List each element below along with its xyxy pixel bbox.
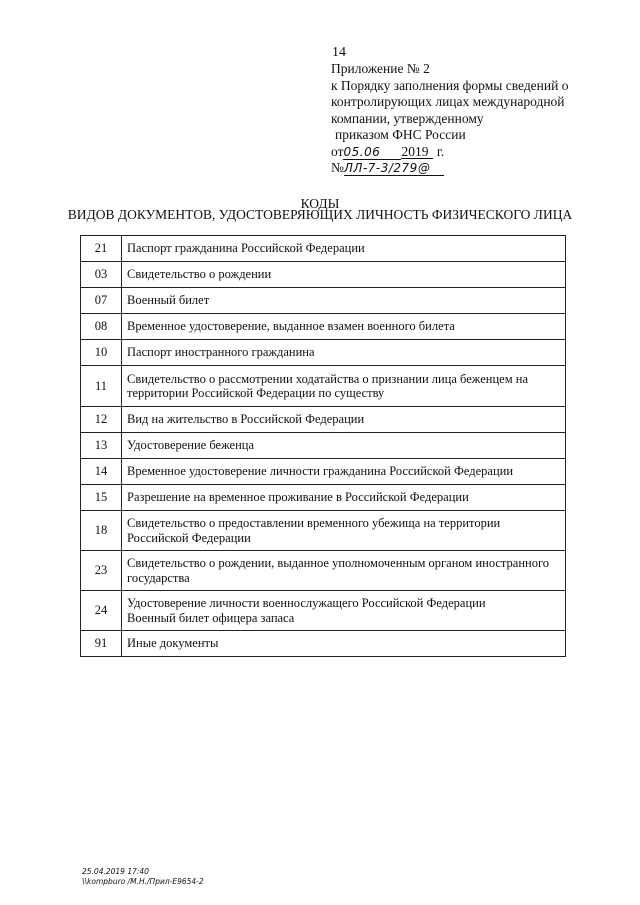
- row-code: 24: [81, 591, 122, 631]
- row-name: Свидетельство о рождении: [122, 262, 566, 288]
- row-name: [122, 591, 566, 631]
- row-name-line: Удостоверение личности военнослужащего Российской Федерации: [127, 596, 486, 610]
- table-row: [81, 236, 566, 262]
- table-row: [81, 459, 566, 485]
- table-row: [81, 288, 566, 314]
- row-code: 03: [81, 262, 122, 288]
- row-name: Временное удостоверение личности гражданина Российской Федерации: [122, 459, 566, 485]
- row-name: Вид на жительство в Российской Федерации: [122, 407, 566, 433]
- handwritten-order-number: ЛЛ-7-3/279@: [344, 162, 444, 176]
- row-code: 21: [81, 236, 122, 262]
- table-row: [81, 262, 566, 288]
- table-row: [81, 407, 566, 433]
- row-code: 07: [81, 288, 122, 314]
- page-number: 14: [332, 45, 346, 60]
- table-row: [81, 511, 566, 551]
- annex-line: контролирующих лицах международной: [331, 94, 565, 109]
- row-code: 08: [81, 314, 122, 340]
- row-code: 13: [81, 433, 122, 459]
- row-code: 18: [81, 511, 122, 551]
- table-row: [81, 314, 566, 340]
- footer-timestamp: 25.04.2019 17:40: [82, 867, 149, 876]
- row-name: Свидетельство о рождении, выданное уполномоченным органом иностранного государства: [122, 551, 566, 591]
- table-row: [81, 433, 566, 459]
- annex-title: Приложение № 2: [331, 61, 430, 76]
- row-code: 15: [81, 485, 122, 511]
- row-code: 12: [81, 407, 122, 433]
- row-name: Свидетельство о предоставлении временного убежища на территории Российской Федерации: [122, 511, 566, 551]
- codes-table: [80, 235, 566, 657]
- row-name: Удостоверение беженца: [122, 433, 566, 459]
- row-code: 91: [81, 631, 122, 657]
- title-line-1: КОДЫ: [300, 196, 340, 211]
- row-name: Разрешение на временное проживание в Российской Федерации: [122, 485, 566, 511]
- row-code: 23: [81, 551, 122, 591]
- table-row: [81, 485, 566, 511]
- print-footer: [82, 867, 204, 887]
- title-line-2: ВИДОВ ДОКУМЕНТОВ, УДОСТОВЕРЯЮЩИХ ЛИЧНОСТЬ ФИЗИЧЕСКОГО ЛИЦА: [67, 207, 573, 222]
- row-name: Военный билет: [122, 288, 566, 314]
- annex-line: компании, утвержденному: [331, 110, 484, 126]
- date-suffix: г.: [436, 143, 445, 159]
- order-date-line: [331, 144, 611, 161]
- handwritten-date: 05.06: [343, 146, 401, 160]
- row-name: Временное удостоверение, выданное взамен военного билета: [122, 314, 566, 340]
- row-code: 14: [81, 459, 122, 485]
- number-prefix: №: [331, 160, 344, 175]
- row-code: 11: [81, 366, 122, 407]
- table-row: [81, 591, 566, 631]
- row-name: Паспорт иностранного гражданина: [122, 340, 566, 366]
- row-name: Свидетельство о рассмотрении ходатайства о признании лица беженцем на территории Российской Федерации по существу: [122, 366, 566, 407]
- annex-header: [331, 61, 611, 177]
- table-row: [81, 340, 566, 366]
- row-name: Иные документы: [122, 631, 566, 657]
- annex-line: к Порядку заполнения формы сведений о: [331, 77, 569, 93]
- row-name-line: Военный билет офицера запаса: [127, 610, 295, 625]
- footer-file-path: \\kompburo /М.Н./Прил-Е9654-2: [82, 877, 204, 886]
- annex-order-line: приказом ФНС России: [335, 127, 466, 142]
- table-row: [81, 631, 566, 657]
- date-year: 2019: [401, 145, 433, 159]
- date-prefix: от: [331, 143, 344, 159]
- table-row: [81, 366, 566, 407]
- row-code: 10: [81, 340, 122, 366]
- table-row: [81, 551, 566, 591]
- order-number-line: [331, 160, 611, 177]
- row-name: Паспорт гражданина Российской Федерации: [122, 236, 566, 262]
